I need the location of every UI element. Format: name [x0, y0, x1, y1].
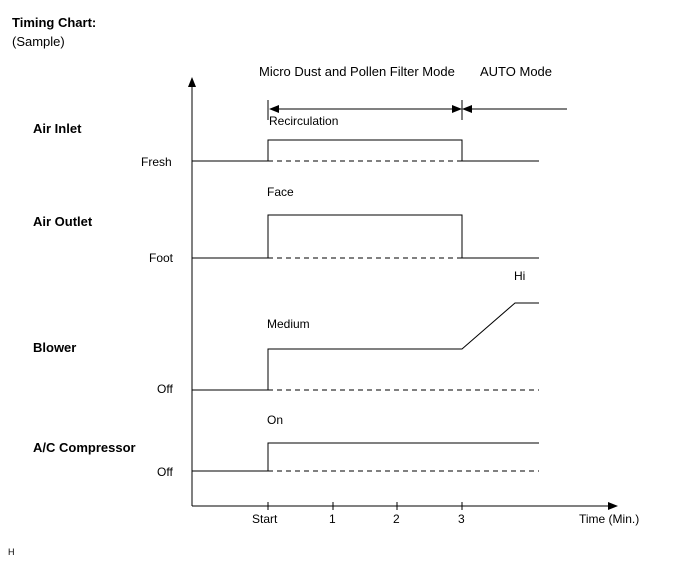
chart-subtitle: (Sample): [12, 34, 65, 49]
air-inlet-high-label: Recirculation: [269, 114, 339, 128]
chart-title: Timing Chart:: [12, 15, 97, 30]
air-inlet-low-label: Fresh: [141, 155, 172, 169]
air-outlet-low-label: Foot: [149, 251, 174, 265]
auto-mode-label: AUTO Mode: [480, 64, 553, 79]
air-inlet-signal: [192, 140, 539, 161]
ac-compressor-signal: [192, 443, 539, 471]
ac-compressor-high-label: On: [267, 413, 284, 427]
x-label-3: 3: [458, 512, 465, 526]
x-axis-title: Time (Min.): [579, 512, 640, 526]
ac-compressor-low-label: Off: [157, 465, 173, 479]
blower-mid-label: Medium: [267, 317, 310, 331]
x-label-2: 2: [393, 512, 400, 526]
blower-high-label: Hi: [514, 269, 526, 283]
blower-low-label: Off: [157, 382, 173, 396]
blower-label: Blower: [33, 340, 77, 355]
blower-signal: [192, 303, 539, 390]
air-outlet-signal: [192, 215, 539, 258]
footnote-letter: H: [8, 547, 15, 557]
x-label-1: 1: [329, 512, 336, 526]
air-inlet-label: Air Inlet: [33, 121, 82, 136]
x-label-start: Start: [252, 512, 278, 526]
ac-compressor-label: A/C Compressor: [33, 440, 136, 455]
air-outlet-high-label: Face: [267, 185, 294, 199]
filter-mode-label: Micro Dust and Pollen Filter Mode: [259, 64, 455, 79]
air-outlet-label: Air Outlet: [33, 214, 93, 229]
